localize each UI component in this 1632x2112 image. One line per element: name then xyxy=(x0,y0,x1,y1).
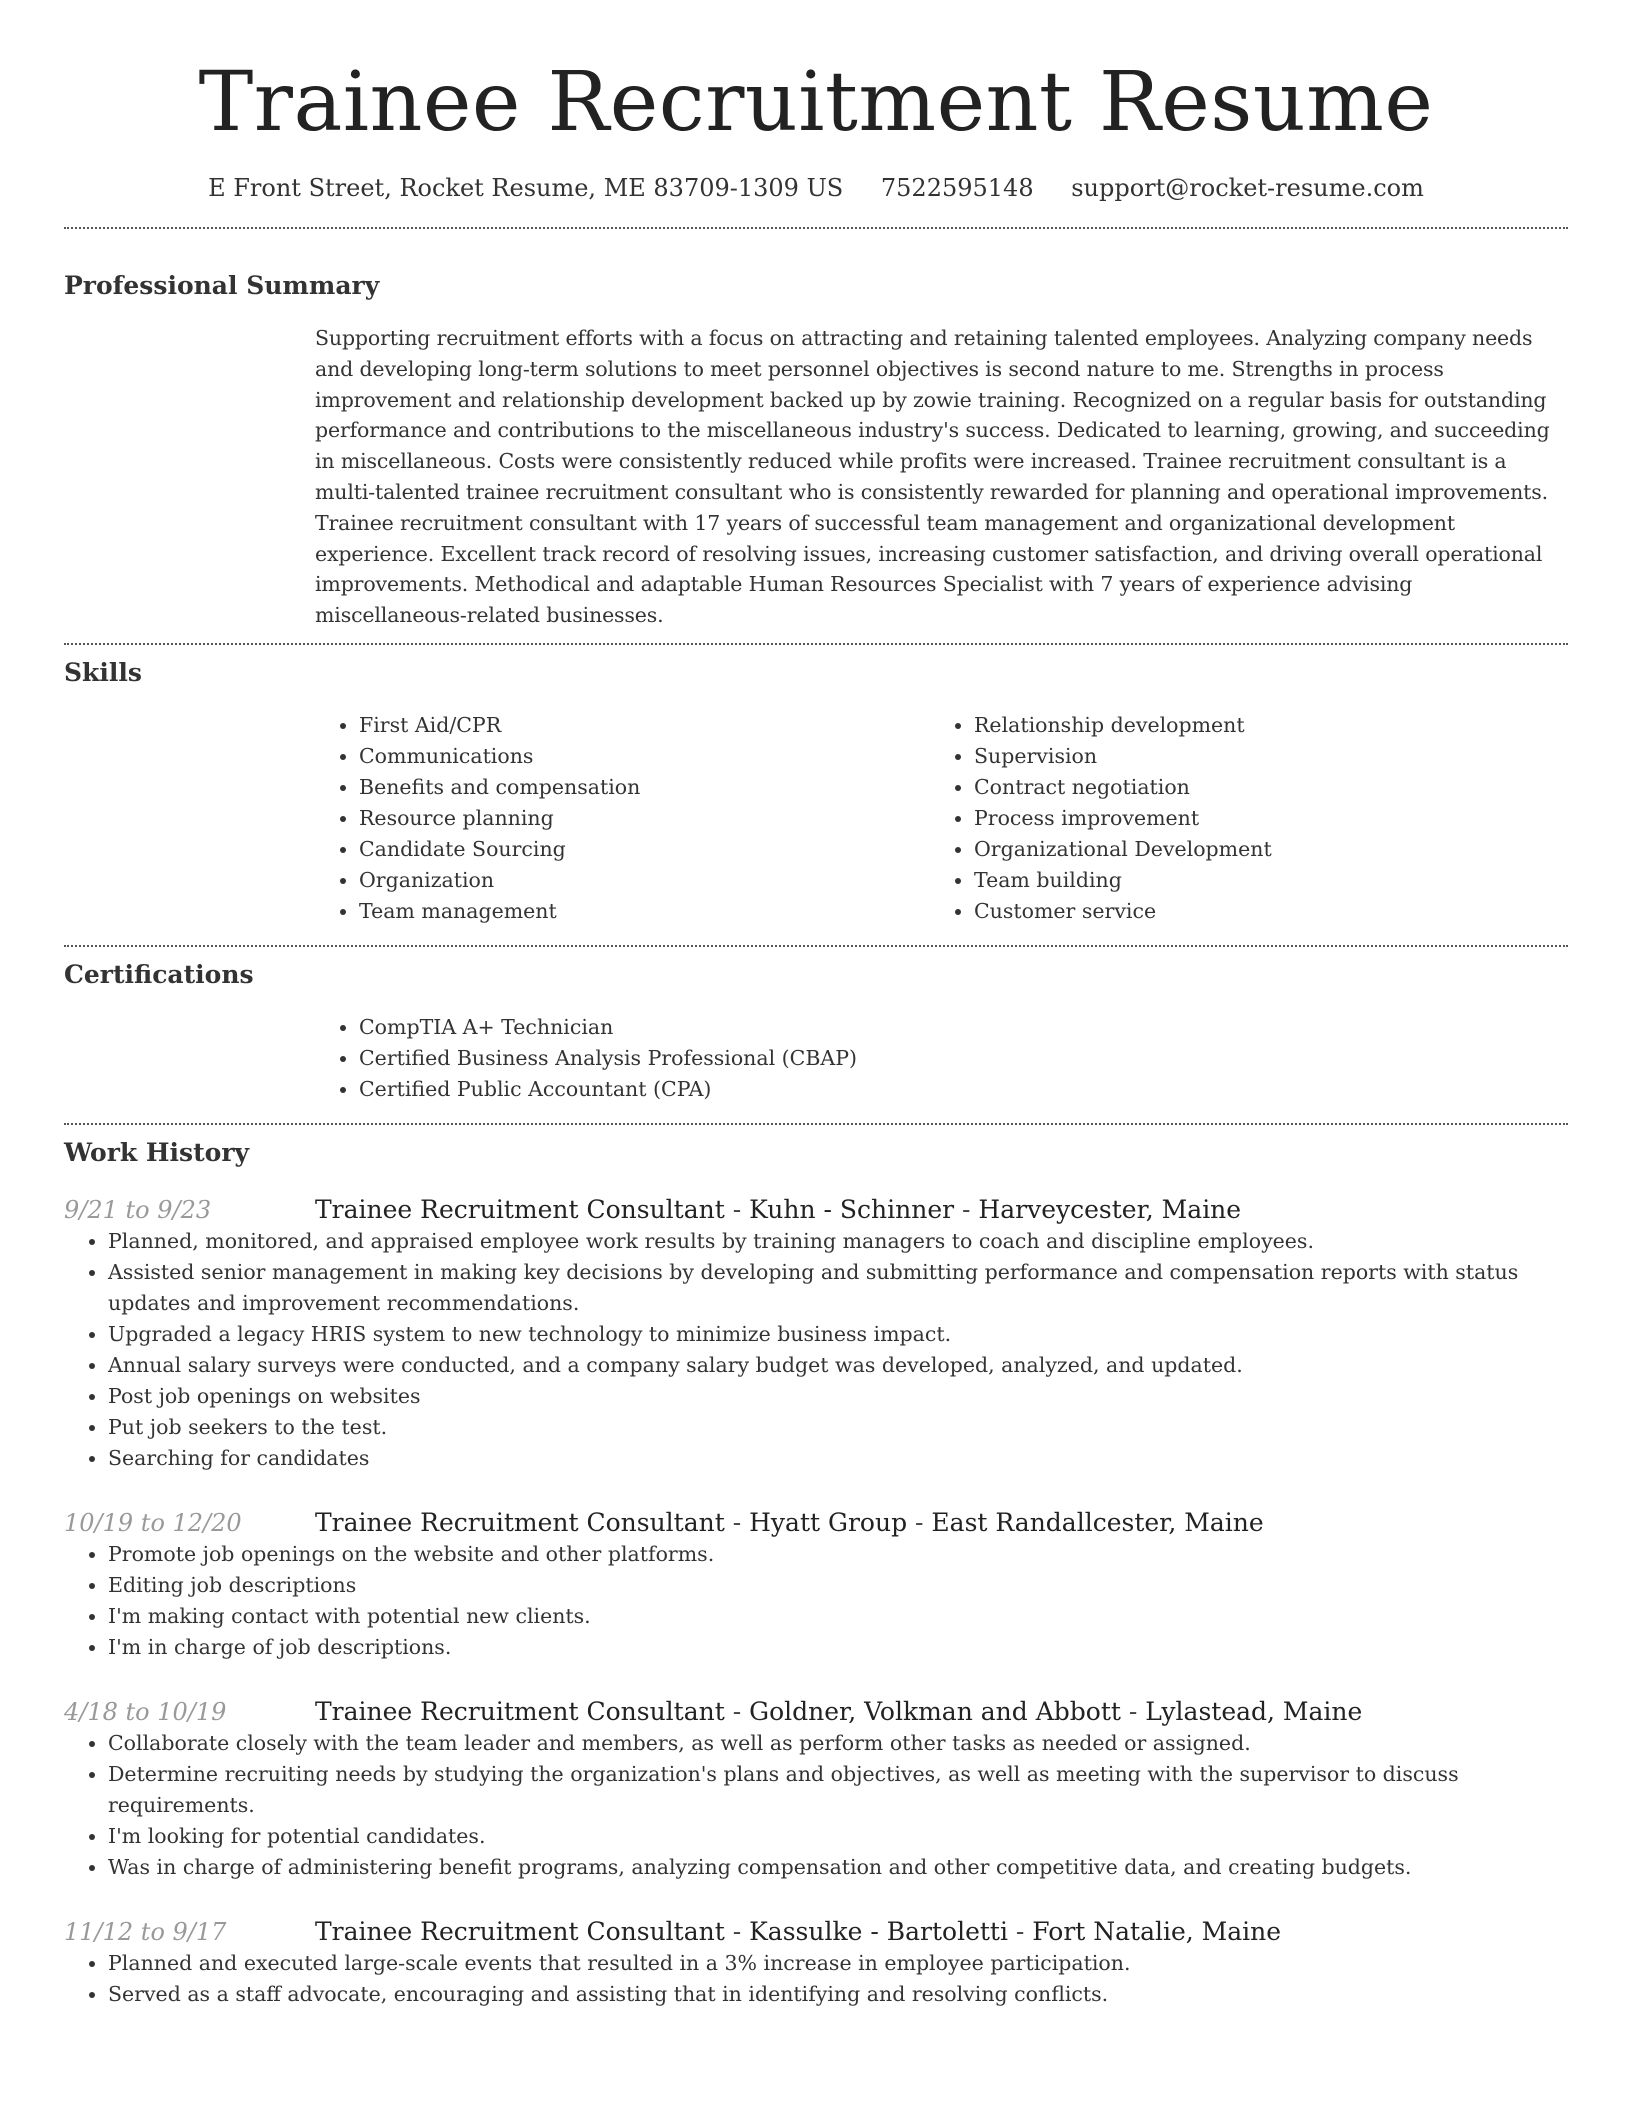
job-company: Hyatt Group xyxy=(749,1507,908,1537)
job-entry xyxy=(64,1194,1568,1474)
skill-item: • Organizational Development xyxy=(974,834,1545,865)
certification-item: • Certified Business Analysis Professional (CBAP) xyxy=(359,1043,1568,1074)
skill-item: • Supervision xyxy=(974,741,1545,772)
job-bullet: • Put job seekers to the test. xyxy=(108,1412,1568,1443)
certifications-body xyxy=(315,1012,1568,1105)
job-entry xyxy=(64,1507,1568,1663)
job-bullet: • Determine recruiting needs by studying the organization's plans and objectives, as well as meeting with the supervisor to discuss requirements. xyxy=(108,1759,1568,1821)
section-heading-work-history: Work History xyxy=(64,1137,250,1167)
resume-title: Trainee Recruitment Resume xyxy=(198,55,1434,150)
job-bullet: • Planned, monitored, and appraised employee work results by training managers to coach and discipline employees. xyxy=(108,1226,1568,1257)
job-company: Goldner, Volkman and Abbott xyxy=(749,1696,1121,1726)
job-bullet: • Promote job openings on the website and other platforms. xyxy=(108,1539,1568,1570)
job-entry xyxy=(64,1916,1568,2010)
job-location: Harveycester, Maine xyxy=(978,1194,1242,1224)
skill-item: • Relationship development xyxy=(974,710,1545,741)
job-role: Trainee Recruitment Consultant xyxy=(315,1916,725,1946)
job-title: Trainee Recruitment Consultant - Goldner, Volkman and Abbott - Lylastead, Maine xyxy=(315,1696,1363,1726)
job-bullet: • Planned and executed large-scale events that resulted in a 3% increase in employee participation. xyxy=(108,1948,1568,1979)
job-bullet: • Post job openings on websites xyxy=(108,1381,1568,1412)
job-bullets xyxy=(64,1226,1568,1474)
skill-item: • Contract negotiation xyxy=(974,772,1545,803)
job-bullet: • I'm looking for potential candidates. xyxy=(108,1821,1568,1852)
job-bullet: • I'm in charge of job descriptions. xyxy=(108,1632,1568,1663)
section-heading-skills: Skills xyxy=(64,657,142,687)
job-dates: 10/19 to 12/20 xyxy=(64,1508,242,1537)
job-bullet: • Collaborate closely with the team leader and members, as well as perform other tasks as needed or assigned. xyxy=(108,1728,1568,1759)
job-bullet: • Annual salary surveys were conducted, and a company salary budget was developed, analyzed, and updated. xyxy=(108,1350,1568,1381)
job-bullet: • I'm making contact with potential new clients. xyxy=(108,1601,1568,1632)
job-dates: 11/12 to 9/17 xyxy=(64,1917,227,1946)
job-bullet: • Searching for candidates xyxy=(108,1443,1568,1474)
job-role: Trainee Recruitment Consultant xyxy=(315,1194,725,1224)
job-bullets xyxy=(64,1948,1568,2010)
job-title: Trainee Recruitment Consultant - Hyatt Group - East Randallcester, Maine xyxy=(315,1507,1264,1537)
divider xyxy=(64,945,1568,947)
skill-item: • Process improvement xyxy=(974,803,1545,834)
job-title: Trainee Recruitment Consultant - Kuhn - Schinner - Harveycester, Maine xyxy=(315,1194,1242,1224)
skill-item: • Communications xyxy=(359,741,930,772)
certification-item: • CompTIA A+ Technician xyxy=(359,1012,1568,1043)
divider xyxy=(64,227,1568,229)
job-company: Kassulke - Bartoletti xyxy=(749,1916,1008,1946)
section-heading-certifications: Certifications xyxy=(64,959,254,989)
job-dates: 4/18 to 10/19 xyxy=(64,1697,227,1726)
job-bullets xyxy=(64,1539,1568,1663)
job-entry xyxy=(64,1696,1568,1883)
summary-text: Supporting recruitment efforts with a focus on attracting and retaining talented employees. Analyzing company needs and developing long-term solutions to meet personnel objectives is second nature to me. Strengths in process improvement and relationship development backed up by zowie training. Recognized on a regular basis for outstanding performance and contributions to the miscellaneous industry's success. Dedicated to learning, growing, and succeeding in miscellaneous. Costs were consistently reduced while profits were increased. Trainee recruitment consultant is a multi-talented trainee recruitment consultant who is consistently rewarded for planning and operational improvements. Trainee recruitment consultant with 17 years of successful team management and organizational development experience. Excellent track record of resolving issues, increasing customer satisfaction, and driving overall operational improvements. Methodical and adaptable Human Resources Specialist with 7 years of experience advising miscellaneous-related businesses. xyxy=(315,326,1550,628)
certification-item: • Certified Public Accountant (CPA) xyxy=(359,1074,1568,1105)
contact-email: support@rocket-resume.com xyxy=(1071,174,1424,202)
skills-grid xyxy=(315,710,1568,927)
job-bullet: • Assisted senior management in making key decisions by developing and submitting performance and compensation reports with status updates and improvement recommendations. xyxy=(108,1257,1568,1319)
job-role: Trainee Recruitment Consultant xyxy=(315,1696,725,1726)
section-heading-summary: Professional Summary xyxy=(64,271,380,300)
skill-item: • Team building xyxy=(974,865,1545,896)
contact-line xyxy=(64,172,1568,204)
skills-column-right xyxy=(930,710,1545,927)
job-location: Fort Natalie, Maine xyxy=(1032,1916,1282,1946)
job-title: Trainee Recruitment Consultant - Kassulke - Bartoletti - Fort Natalie, Maine xyxy=(315,1916,1282,1946)
job-company: Kuhn - Schinner xyxy=(749,1194,955,1224)
skill-item: • Candidate Sourcing xyxy=(359,834,930,865)
skill-item: • Customer service xyxy=(974,896,1545,927)
divider xyxy=(64,643,1568,645)
job-location: East Randallcester, Maine xyxy=(931,1507,1264,1537)
skill-item: • First Aid/CPR xyxy=(359,710,930,741)
job-bullet: • Served as a staff advocate, encouraging and assisting that in identifying and resolving conflicts. xyxy=(108,1979,1568,2010)
skill-item: • Resource planning xyxy=(359,803,930,834)
job-bullet: • Upgraded a legacy HRIS system to new technology to minimize business impact. xyxy=(108,1319,1568,1350)
divider xyxy=(64,1123,1568,1125)
contact-phone: 7522595148 xyxy=(880,174,1034,202)
job-dates: 9/21 to 9/23 xyxy=(64,1195,212,1224)
skills-column-left xyxy=(315,710,930,927)
job-location: Lylastead, Maine xyxy=(1145,1696,1363,1726)
skill-item: • Team management xyxy=(359,896,930,927)
job-bullet: • Was in charge of administering benefit programs, analyzing compensation and other competitive data, and creating budgets. xyxy=(108,1852,1568,1883)
skill-item: • Benefits and compensation xyxy=(359,772,930,803)
skill-item: • Organization xyxy=(359,865,930,896)
job-bullets xyxy=(64,1728,1568,1883)
summary-body xyxy=(315,323,1568,631)
job-bullet: • Editing job descriptions xyxy=(108,1570,1568,1601)
resume-page xyxy=(64,0,1568,2010)
job-role: Trainee Recruitment Consultant xyxy=(315,1507,725,1537)
contact-address: E Front Street, Rocket Resume, ME 83709-1309 US xyxy=(208,174,844,202)
